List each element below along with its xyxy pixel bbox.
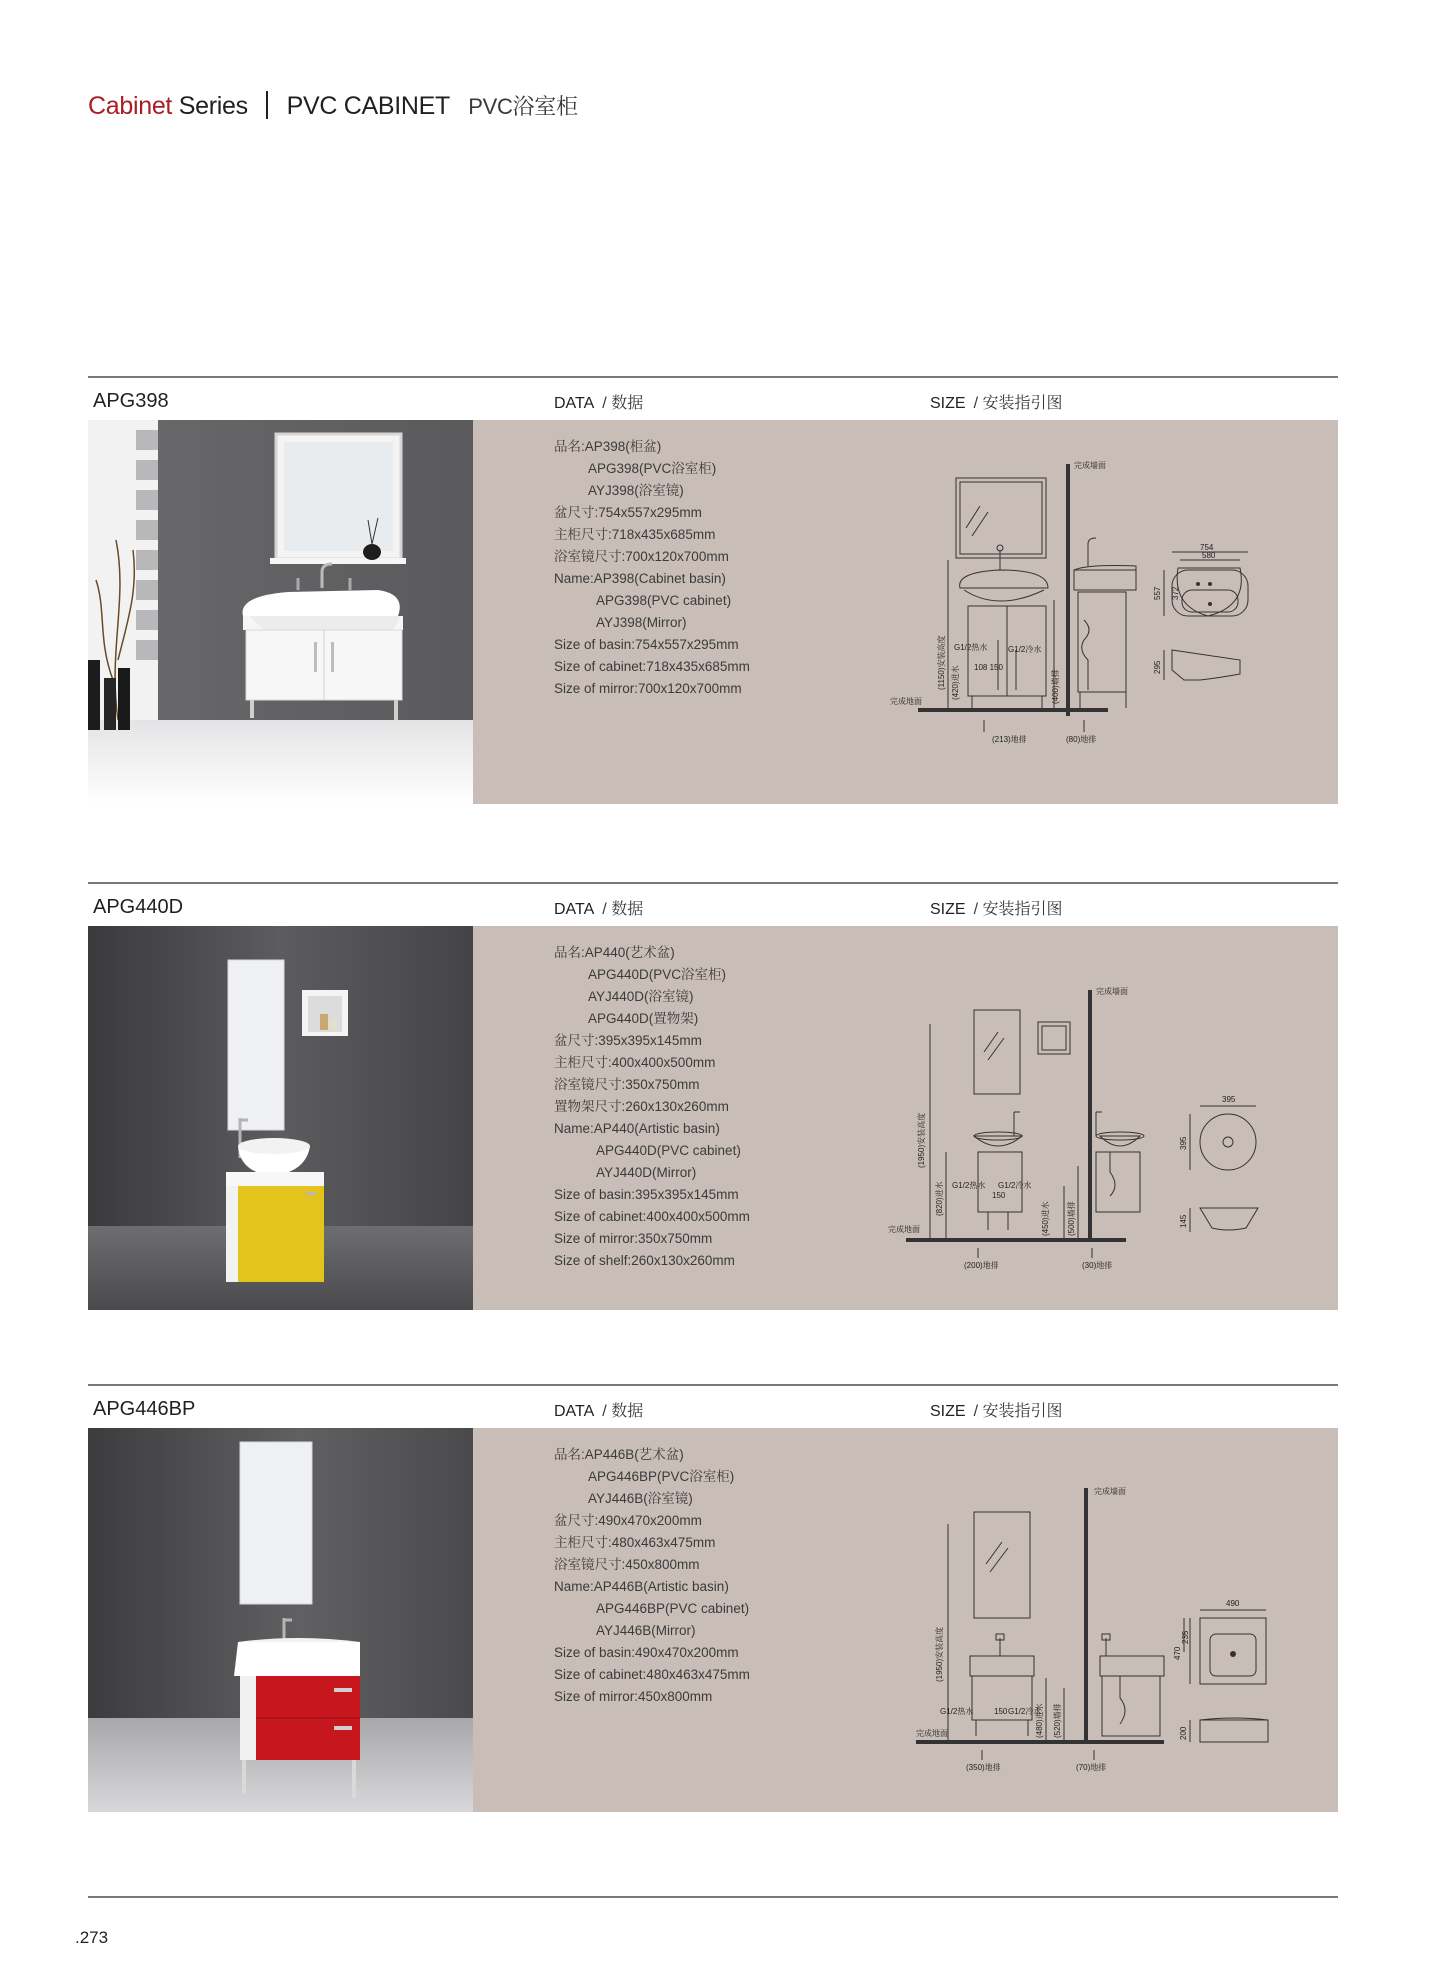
- series-accent: Cabinet: [88, 92, 173, 120]
- installation-drawing: [888, 946, 1328, 1296]
- dw-floor-drain: (200)地排: [964, 1261, 999, 1270]
- spec-line: Size of mirror:450x800mm: [554, 1689, 713, 1704]
- spec-line: Name:AP398(Cabinet basin): [554, 571, 726, 586]
- dw-spacing: 150: [992, 1191, 1006, 1200]
- product-rule: [88, 882, 1338, 884]
- data-heading: [554, 390, 643, 413]
- product-apg440d: [88, 882, 1338, 1312]
- model-name: APG398: [93, 390, 169, 412]
- product-apg398: [88, 376, 1338, 806]
- dw-height: (1950)安装高度: [935, 1626, 944, 1682]
- spec-line: AYJ398(浴室镜): [588, 483, 684, 498]
- data-label: DATA: [554, 901, 595, 918]
- dw-floor: 完成地面: [916, 1729, 948, 1738]
- dw-w1: 490: [1226, 1599, 1240, 1608]
- product-band: [88, 1428, 1338, 1812]
- footer-rule: [88, 1896, 1338, 1898]
- spec-line: 主柜尺寸:400x400x500mm: [554, 1055, 716, 1070]
- model-name: APG440D: [93, 896, 184, 918]
- dw-hot: G1/2热水: [952, 1181, 986, 1190]
- dw-w1: 754: [1200, 543, 1214, 552]
- dw-wall-gap: (30)地排: [1082, 1261, 1113, 1270]
- data-label: DATA: [554, 395, 595, 412]
- size-label-cn: / 安装指引图: [973, 395, 1063, 412]
- dw-wall: 完成墙面: [1074, 461, 1106, 470]
- dw-height: (1150)安装高度: [937, 635, 946, 690]
- dw-wall: 完成墙面: [1096, 987, 1128, 996]
- spec-line: Size of basin:395x395x145mm: [554, 1187, 739, 1202]
- page-number: .273: [75, 1928, 109, 1947]
- spec-line: 盆尺寸:490x470x200mm: [554, 1513, 702, 1528]
- product-band: [88, 420, 1338, 804]
- size-label-cn: / 安装指引图: [973, 901, 1063, 918]
- spec-line: Size of cabinet:400x400x500mm: [554, 1209, 750, 1224]
- dw-drain: (400)墙排: [1051, 669, 1060, 704]
- dw-d: 395: [1179, 1136, 1188, 1150]
- size-label: SIZE: [930, 395, 966, 412]
- spec-line: AYJ398(Mirror): [596, 615, 687, 630]
- dw-floor-drain: (213)地排: [992, 735, 1027, 744]
- spec-line: Name:AP446B(Artistic basin): [554, 1579, 729, 1594]
- spec-line: APG440D(置物架): [588, 1011, 699, 1026]
- dw-floor-drain: (350)地排: [966, 1763, 1001, 1772]
- product-photo: [88, 420, 473, 804]
- spec-list: [554, 1444, 750, 1708]
- spec-line: 盆尺寸:395x395x145mm: [554, 1033, 702, 1048]
- spec-line: Size of mirror:350x750mm: [554, 1231, 713, 1246]
- dw-cold: G1/2冷水: [1008, 645, 1042, 654]
- dw-drain: (520)墙排: [1053, 1703, 1062, 1738]
- dw-inlet: (480)进水: [1035, 1703, 1044, 1738]
- dw-spacing: 150: [994, 1707, 1008, 1716]
- data-label-cn: / 数据: [602, 901, 644, 918]
- spec-line: 盆尺寸:754x557x295mm: [554, 505, 702, 520]
- series-rest: Series: [178, 92, 248, 120]
- spec-line: Size of mirror:700x120x700mm: [554, 681, 742, 696]
- dw-inlet2: (450)进水: [1041, 1201, 1050, 1236]
- installation-drawing: [888, 440, 1328, 790]
- product-rule: [88, 1384, 1338, 1386]
- dw-floor: 完成地面: [888, 1225, 920, 1234]
- dw-cold: G1/2冷水: [998, 1181, 1032, 1190]
- dw-w1: 395: [1222, 1095, 1236, 1104]
- dw-floor: 完成地面: [890, 697, 922, 706]
- dw-d: 470: [1173, 1646, 1182, 1660]
- dw-h: 200: [1179, 1726, 1188, 1740]
- spec-list: [554, 436, 750, 700]
- spec-line: Size of basin:490x470x200mm: [554, 1645, 739, 1660]
- page-header: [88, 90, 578, 121]
- spec-line: AYJ446B(Mirror): [596, 1623, 696, 1638]
- spec-list: [554, 942, 750, 1272]
- spec-line: 主柜尺寸:480x463x475mm: [554, 1535, 716, 1550]
- size-label: SIZE: [930, 901, 966, 918]
- product-band: [88, 926, 1338, 1310]
- spec-line: APG446BP(PVC cabinet): [596, 1601, 750, 1616]
- product-photo: [88, 926, 473, 1310]
- data-label: DATA: [554, 1403, 595, 1420]
- product-photo: [88, 1428, 473, 1812]
- dw-d2: 235: [1181, 1630, 1190, 1644]
- spec-line: AYJ440D(Mirror): [596, 1165, 697, 1180]
- size-heading: [930, 1398, 1062, 1421]
- dw-hot: G1/2热水: [954, 643, 988, 652]
- dw-wall: 完成墙面: [1094, 1487, 1126, 1496]
- dw-wall-gap: (70)地排: [1076, 1763, 1107, 1772]
- spec-line: APG446BP(PVC浴室柜): [588, 1469, 735, 1484]
- dw-wall-gap: (80)地排: [1066, 735, 1097, 744]
- spec-line: 品名:AP398(柜盆): [554, 439, 662, 454]
- data-label-cn: / 数据: [602, 1403, 644, 1420]
- spec-line: 浴室镜尺寸:450x800mm: [554, 1557, 700, 1572]
- data-heading: [554, 1398, 643, 1421]
- product-rule: [88, 376, 1338, 378]
- spec-line: 浴室镜尺寸:350x750mm: [554, 1077, 700, 1092]
- category-title-cn: PVC浴室柜: [468, 94, 578, 119]
- header-divider: [266, 91, 268, 119]
- spec-line: APG398(PVC cabinet): [596, 593, 732, 608]
- dw-d2: 372: [1171, 586, 1180, 600]
- dw-hot: G1/2热水: [940, 1707, 974, 1716]
- dw-height: (1950)安装高度: [917, 1112, 926, 1168]
- dw-h: 295: [1153, 660, 1162, 674]
- dw-w2: 580: [1202, 551, 1216, 560]
- spec-line: Name:AP440(Artistic basin): [554, 1121, 720, 1136]
- dw-cold: G1/2冷水: [1008, 1707, 1042, 1716]
- dw-h: 145: [1179, 1214, 1188, 1228]
- spec-line: 置物架尺寸:260x130x260mm: [554, 1099, 729, 1114]
- category-title: PVC CABINET: [286, 92, 450, 120]
- dw-drain: (500)墙排: [1067, 1201, 1076, 1236]
- data-label-cn: / 数据: [602, 395, 644, 412]
- dw-spacing: 108 150: [974, 663, 1003, 672]
- spec-line: AYJ446B(浴室镜): [588, 1491, 693, 1506]
- size-heading: [930, 896, 1062, 919]
- spec-line: APG440D(PVC cabinet): [596, 1143, 741, 1158]
- spec-line: 浴室镜尺寸:700x120x700mm: [554, 549, 729, 564]
- size-label-cn: / 安装指引图: [973, 1403, 1063, 1420]
- size-heading: [930, 390, 1062, 413]
- product-apg446bp: [88, 1384, 1338, 1814]
- model-name: APG446BP: [93, 1398, 196, 1420]
- spec-line: Size of shelf:260x130x260mm: [554, 1253, 735, 1268]
- spec-line: Size of cabinet:480x463x475mm: [554, 1667, 750, 1682]
- spec-line: AYJ440D(浴室镜): [588, 989, 694, 1004]
- spec-line: 主柜尺寸:718x435x685mm: [554, 527, 716, 542]
- dw-inlet: (820)进水: [935, 1181, 944, 1216]
- spec-line: Size of cabinet:718x435x685mm: [554, 659, 750, 674]
- spec-line: 品名:AP446B(艺术盆): [554, 1447, 684, 1462]
- spec-line: 品名:AP440(艺术盆): [554, 945, 675, 960]
- spec-line: APG440D(PVC浴室柜): [588, 967, 727, 982]
- size-label: SIZE: [930, 1403, 966, 1420]
- dw-inlet: (420)进水: [951, 665, 960, 700]
- spec-line: Size of basin:754x557x295mm: [554, 637, 739, 652]
- data-heading: [554, 896, 643, 919]
- spec-line: APG398(PVC浴室柜): [588, 461, 717, 476]
- dw-d: 557: [1153, 586, 1162, 600]
- installation-drawing: [888, 1448, 1328, 1798]
